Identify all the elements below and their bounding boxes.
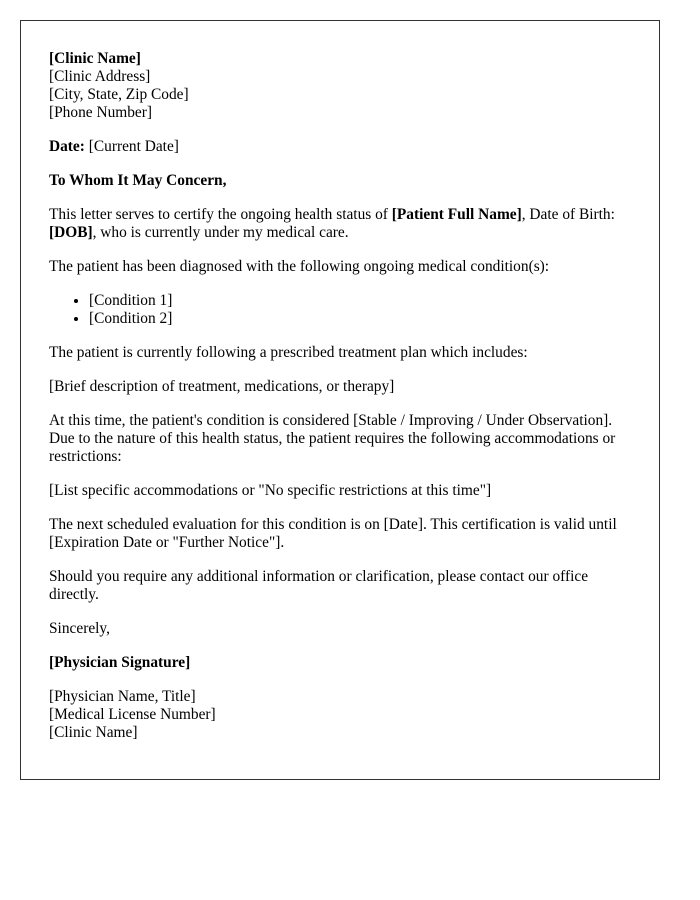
- accommodations: [List specific accommodations or "No specific restrictions at this time"]: [49, 482, 492, 499]
- date-label: Date:: [49, 138, 85, 155]
- clinic-address: [Clinic Address]: [49, 68, 151, 85]
- signer-block: [49, 688, 631, 742]
- signer-clinic: [Clinic Name]: [49, 724, 138, 741]
- intro-paragraph: This letter serves to certify the ongoing health status of [Patient Full Name], Date of Birth: [DOB], who is currently under my medical care.: [49, 206, 615, 241]
- diagnosis-intro: The patient has been diagnosed with the following ongoing medical condition(s):: [49, 258, 550, 275]
- date-line: [49, 138, 631, 156]
- contact-paragraph: Should you require any additional information or clarification, please contact our office directly.: [49, 568, 589, 603]
- conditions-list: [49, 292, 631, 328]
- patient-name: [Patient Full Name]: [391, 206, 522, 223]
- signature-line: [Physician Signature]: [49, 654, 191, 671]
- treatment-description: [Brief description of treatment, medications, or therapy]: [49, 378, 395, 395]
- clinic-header: [49, 50, 631, 122]
- signer-name-title: [Physician Name, Title]: [49, 688, 196, 705]
- date-value: [Current Date]: [84, 138, 179, 155]
- letter-page: [20, 20, 660, 780]
- clinic-name: [Clinic Name]: [49, 50, 141, 67]
- clinic-city-state-zip: [City, State, Zip Code]: [49, 86, 189, 103]
- clinic-phone: [Phone Number]: [49, 104, 153, 121]
- status-paragraph: At this time, the patient's condition is considered [Stable / Improving / Under Observation]. Due to the nature of this health status, the patient requires the following accommodations or restrictions:: [49, 412, 616, 465]
- closing: Sincerely,: [49, 620, 110, 637]
- list-item: • [Condition 1]: [89, 292, 631, 310]
- treatment-intro: The patient is currently following a prescribed treatment plan which includes:: [49, 344, 528, 361]
- salutation: To Whom It May Concern,: [49, 172, 227, 189]
- patient-dob: [DOB]: [49, 224, 93, 241]
- evaluation-paragraph: The next scheduled evaluation for this condition is on [Date]. This certification is valid until [Expiration Date or "Further Notice"].: [49, 516, 617, 551]
- signer-license: [Medical License Number]: [49, 706, 216, 723]
- list-item: • [Condition 2]: [89, 310, 631, 328]
